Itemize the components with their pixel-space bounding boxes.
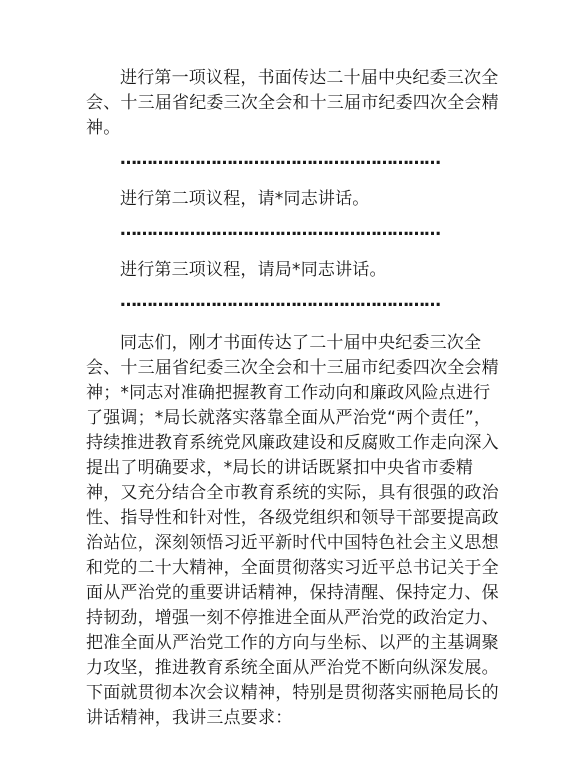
speech-paragraph: 同志们，刚才书面传达了二十届中央纪委三次全会、十三届省纪委三次全会和十三届市纪委四次全会精神；*同志对准确把握教育工作动向和廉政风险点进行了强调；*局长就落实落靠全面从严治党“两个责任”，持续推进教育系统党风廉政建设和反腐败工作走向深入提出了明确要求，*局长的讲话既紧扣中央省市委精神，又充分结合全市教育系统的实际，具有很强的政治性、指导性和针对性，各级党组织和领导干部要提高政治站位，深刻领悟习近平新时代中国特色社会主义思想和党的二十大精神，全面贯彻落实习近平总书记关于全面从严治党的重要讲话精神，保持清醒、保持定力、保持韧劲，增强一刻不停推进全面从严治党的政治定力、把准全面从严治党工作的方向与坐标、以严的主基调聚力攻坚，推进教育系统全面从严治党不断向纵深发展。下面就贯彻本次会议精神，特别是贯彻落实丽艳局长的讲话精神，我讲三点要求：	[86, 333, 499, 728]
agenda-item-3: 进行第三项议程，请局*同志讲话。	[120, 260, 387, 280]
agenda-item-2: 进行第二项议程，请*同志讲话。	[120, 189, 370, 209]
ellipsis-divider: ……………………………………………………	[120, 149, 440, 169]
agenda-item-1: 进行第一项议程，书面传达二十届中央纪委三次全会、十三届省纪委三次全会和十三届市纪委四次全会精神。	[86, 68, 499, 138]
document-body	[86, 66, 506, 731]
ellipsis-divider: ……………………………………………………	[120, 291, 440, 311]
ellipsis-divider: ……………………………………………………	[120, 220, 440, 240]
